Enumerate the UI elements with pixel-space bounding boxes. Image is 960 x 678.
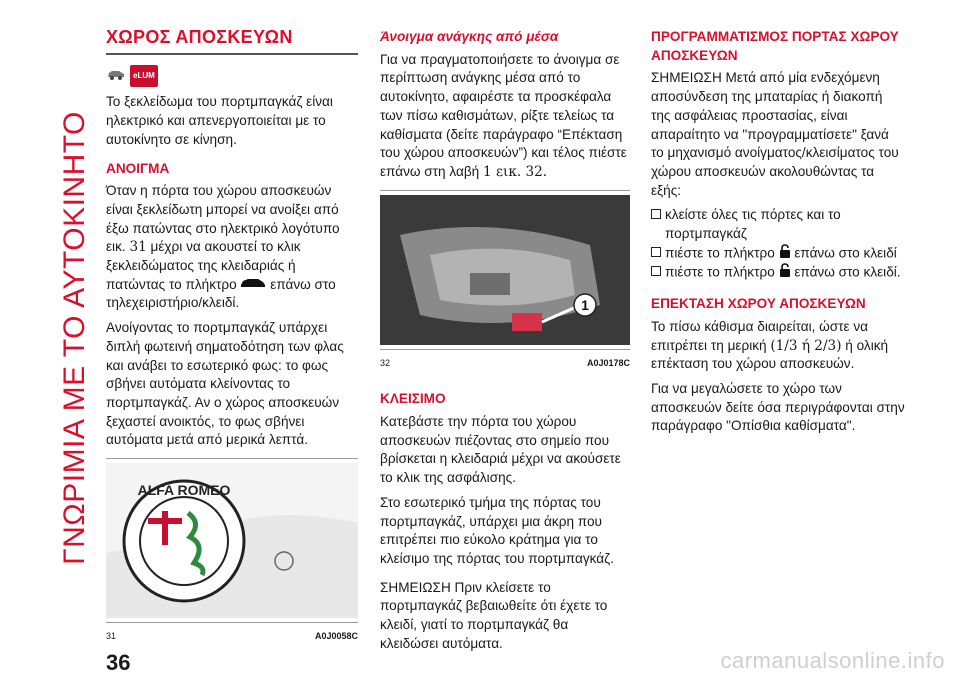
extension-paragraph-2: Για να μεγαλώσετε το χώρο των αποσκευών δείτε όσα περιγράφονται στην παράγραφο "Οπίσθια καθίσματα". [651,380,905,434]
figure-31-caption: 31 A0J0058C [106,631,358,642]
open-paragraph-1: Όταν η πόρτα του χώρου αποσκευών είναι ξεκλείδωτη μπορεί να ανοίξει από έξω πατώντας στο ηλεκτρικό λογότυπο εικ. 31 μέχρι να ακουστεί το κλικ ξεκλειδώματος της κλειδαριάς ή πατώντας το πλήκτρο επάνω στο τηλεχειριστήριο/κλειδί. [106,183,340,311]
close-paragraph-1: Κατεβάστε την πόρτα του χώρου αποσκευών πιέζοντας στο σημείο που βρίσκεται η κλειδαριά μέχρι να ακούσετε το κλικ της ασφάλισης. [380,414,621,486]
trunk-logo-illustration [106,463,358,618]
column-2 [380,28,630,659]
side-section-title [55,18,95,658]
emergency-paragraph: Για να πραγματοποιήσετε το άνοιγμα σε περίπτωση ανάγκης μέσα από το αυτοκίνητο, αφαιρέστε τα προσκέφαλα των πίσω καθισμάτων, ρίξτε τελείως τα καθίσματα (δείτε παράγραφο “Επέκταση του χώρου αποσκευών”) και τέλος πιέστε επάνω στη λαβή 1 εικ. 32. [380,51,627,180]
release-handle-illustration [380,195,630,345]
elum-badge: eLUM [130,65,158,88]
close-paragraph-2: Στο εσωτερικό τμήμα της πόρτας του πορτμπαγκάζ, υπάρχει μια άκρη που επιτρέπει πιο εύκολο κράτημα για το κλείσιμο της πόρτας του πορτμπαγκάζ. [380,494,614,566]
column-3 [651,28,905,442]
programming-paragraph: ΣΗΜΕΙΩΣΗ Μετά από μία ενδεχόμενη αποσύνδεση της μπαταρίας ή διακοπή της ασφάλειας προστασίας, είναι απαραίτητο να "προγραμματίσετε" ξανά το μηχανισμό ανοίγματος/κλεισίματος του χώρου αποσκευών ακολουθώντας τα εξής: [651,70,899,198]
side-title-text: ΓΝΩΡΙΜΙΑ ΜΕ ΤΟ ΑΥΤΟΚΙΝΗΤΟ [58,111,91,565]
step-2: πιέστε το πλήκτρο επάνω στο κλειδί [651,244,905,264]
intro-paragraph: Το ξεκλείδωμα του πορτμπαγκάζ είναι ηλεκτρικό και απενεργοποιείται με το αυτοκίνητο σε κίνηση. [106,94,333,147]
open-paragraph-2: Ανοίγοντας το πορτμπαγκάζ υπάρχει διπλή φωτεινή σηματοδότηση των φλας και ανάβει το εσωτερικό φως: το φως σβήνει αυτόματα κλείνοντας το πορτμπαγκάζ. Αν ο χώρος αποσκευών ξεχαστεί ανοικτός, το φως σβήνει αυτόματα μετά από μερικά λεπτά. [106,320,344,448]
logo-text: ALFA ROMEO [137,482,231,499]
checkbox-bullet-icon [651,209,661,219]
unlock-icon [779,244,791,264]
fraction-ref: (1/3 ή 2/3) [770,337,842,354]
step-3: πιέστε το πλήκτρο επάνω στο κλειδί. [651,263,905,283]
figure-32-caption: 32 A0J0178C [380,357,630,368]
figure-31 [106,458,358,623]
extension-heading: ΕΠΕΚΤΑΣΗ ΧΩΡΟΥ ΑΠΟΣΚΕΥΩΝ [651,296,866,312]
column-1 [106,28,358,646]
figure-32 [380,190,630,350]
figure-ref: 31 [129,239,147,256]
icon-row [106,65,358,88]
trunk-key-icon [240,276,266,295]
step-1: κλείστε όλες τις πόρτες και το πορτμπαγκάζ [651,206,905,243]
callout-1: 1 [581,296,589,313]
watermark: carmanualsonline.info [720,648,945,673]
checkbox-bullet-icon [651,266,661,276]
car-icon [106,67,126,86]
emergency-heading: Άνοιγμα ανάγκης από μέσα [380,29,559,44]
extension-paragraph-1: Το πίσω κάθισμα διαιρείται, ώστε να επιτρέπει τη μερική (1/3 ή 2/3) ή ολική επέκταση του χώρου αποσκευών. [651,318,889,372]
figure-ref: 1 εικ. 32. [483,163,548,180]
programming-heading: ΠΡΟΓΡΑΜΜΑΤΙΣΜΟΣ ΠΟΡΤΑΣ ΧΩΡΟΥ ΑΠΟΣΚΕΥΩΝ [651,29,899,63]
section-heading: ΧΩΡΟΣ ΑΠΟΣΚΕΥΩΝ [106,28,358,55]
close-heading: ΚΛΕΙΣΙΜΟ [380,391,446,407]
page-number: 36 [106,650,131,675]
unlock-icon [779,263,791,283]
close-note: ΣΗΜΕΙΩΣΗ Πριν κλείσετε το πορτμπαγκάζ βεβαιωθείτε ότι έχετε το κλειδί, γιατί το πορτμπαγκάζ θα κλειδώσει αυτόματα. [380,579,608,651]
checkbox-bullet-icon [651,247,661,257]
open-heading: ΑΝΟΙΓΜΑ [106,160,170,176]
